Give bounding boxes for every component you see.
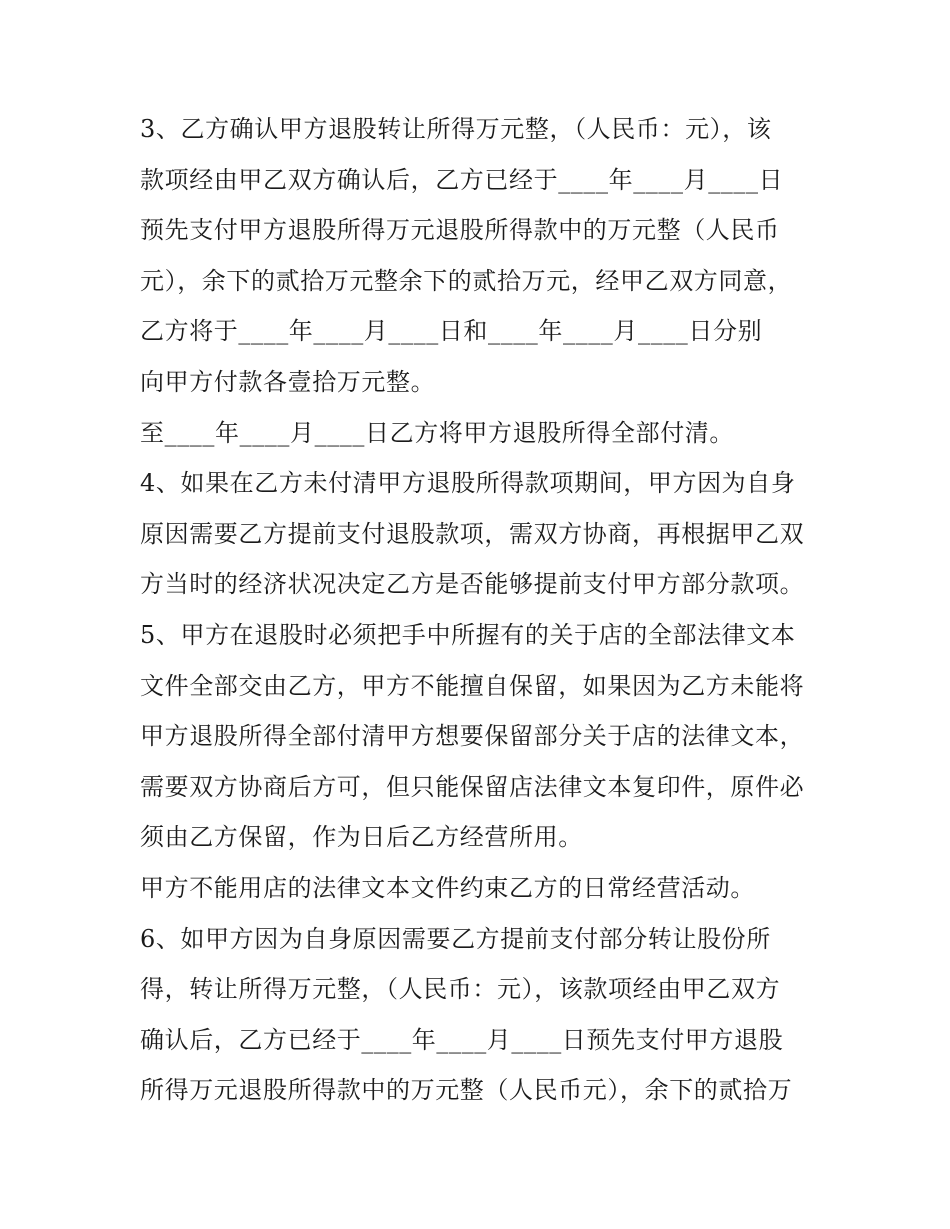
text-line: 向甲方付款各壹拾万元整。 (140, 367, 436, 396)
text-line: 须由乙方保留，作为日后乙方经营所用。 (140, 823, 583, 852)
text-line: 至____年____月____日乙方将甲方退股所得全部付清。 (140, 418, 734, 447)
text-line: 确认后，乙方已经于____年____月____日预先支付甲方退股 (140, 1025, 784, 1054)
text-line: 6、如甲方因为自身原因需要乙方提前支付部分转让股份所 (140, 924, 771, 953)
text-line: 文件全部交由乙方，甲方不能擅自保留，如果因为乙方未能将 (140, 671, 805, 700)
text-line: 甲方不能用店的法律文本文件约束乙方的日常经营活动。 (140, 873, 755, 902)
document-body (140, 104, 840, 1116)
text-line: 乙方将于____年____月____日和____年____月____日分别 (140, 317, 763, 346)
text-line: 4、如果在乙方未付清甲方退股所得款项期间，甲方因为自身 (140, 469, 796, 498)
text-line: 所得万元退股所得款中的万元整（人民币元），余下的贰拾万 (140, 1076, 793, 1105)
text-line: 得，转让所得万元整，（人民币：元），该款项经由甲乙双方 (140, 975, 781, 1004)
text-line: 预先支付甲方退股所得万元退股所得款中的万元整（人民币 (140, 216, 780, 245)
text-line: 3、乙方确认甲方退股转让所得万元整，（人民币：元），该 (140, 115, 772, 143)
text-line: 方当时的经济状况决定乙方是否能够提前支付甲方部分款项。 (140, 570, 805, 599)
text-line: 需要双方协商后方可，但只能保留店法律文本复印件，原件必 (140, 772, 805, 801)
text-line: 款项经由甲乙双方确认后，乙方已经于____年____月____日 (140, 165, 784, 194)
text-line: 甲方退股所得全部付清甲方想要保留部分关于店的法律文本， (140, 722, 805, 751)
text-line: 元），余下的贰拾万元整余下的贰拾万元，经甲乙双方同意， (140, 266, 793, 295)
text-line: 原因需要乙方提前支付退股款项，需双方协商，再根据甲乙双 (140, 519, 805, 548)
text-line: 5、甲方在退股时必须把手中所握有的关于店的全部法律文本 (140, 620, 796, 649)
